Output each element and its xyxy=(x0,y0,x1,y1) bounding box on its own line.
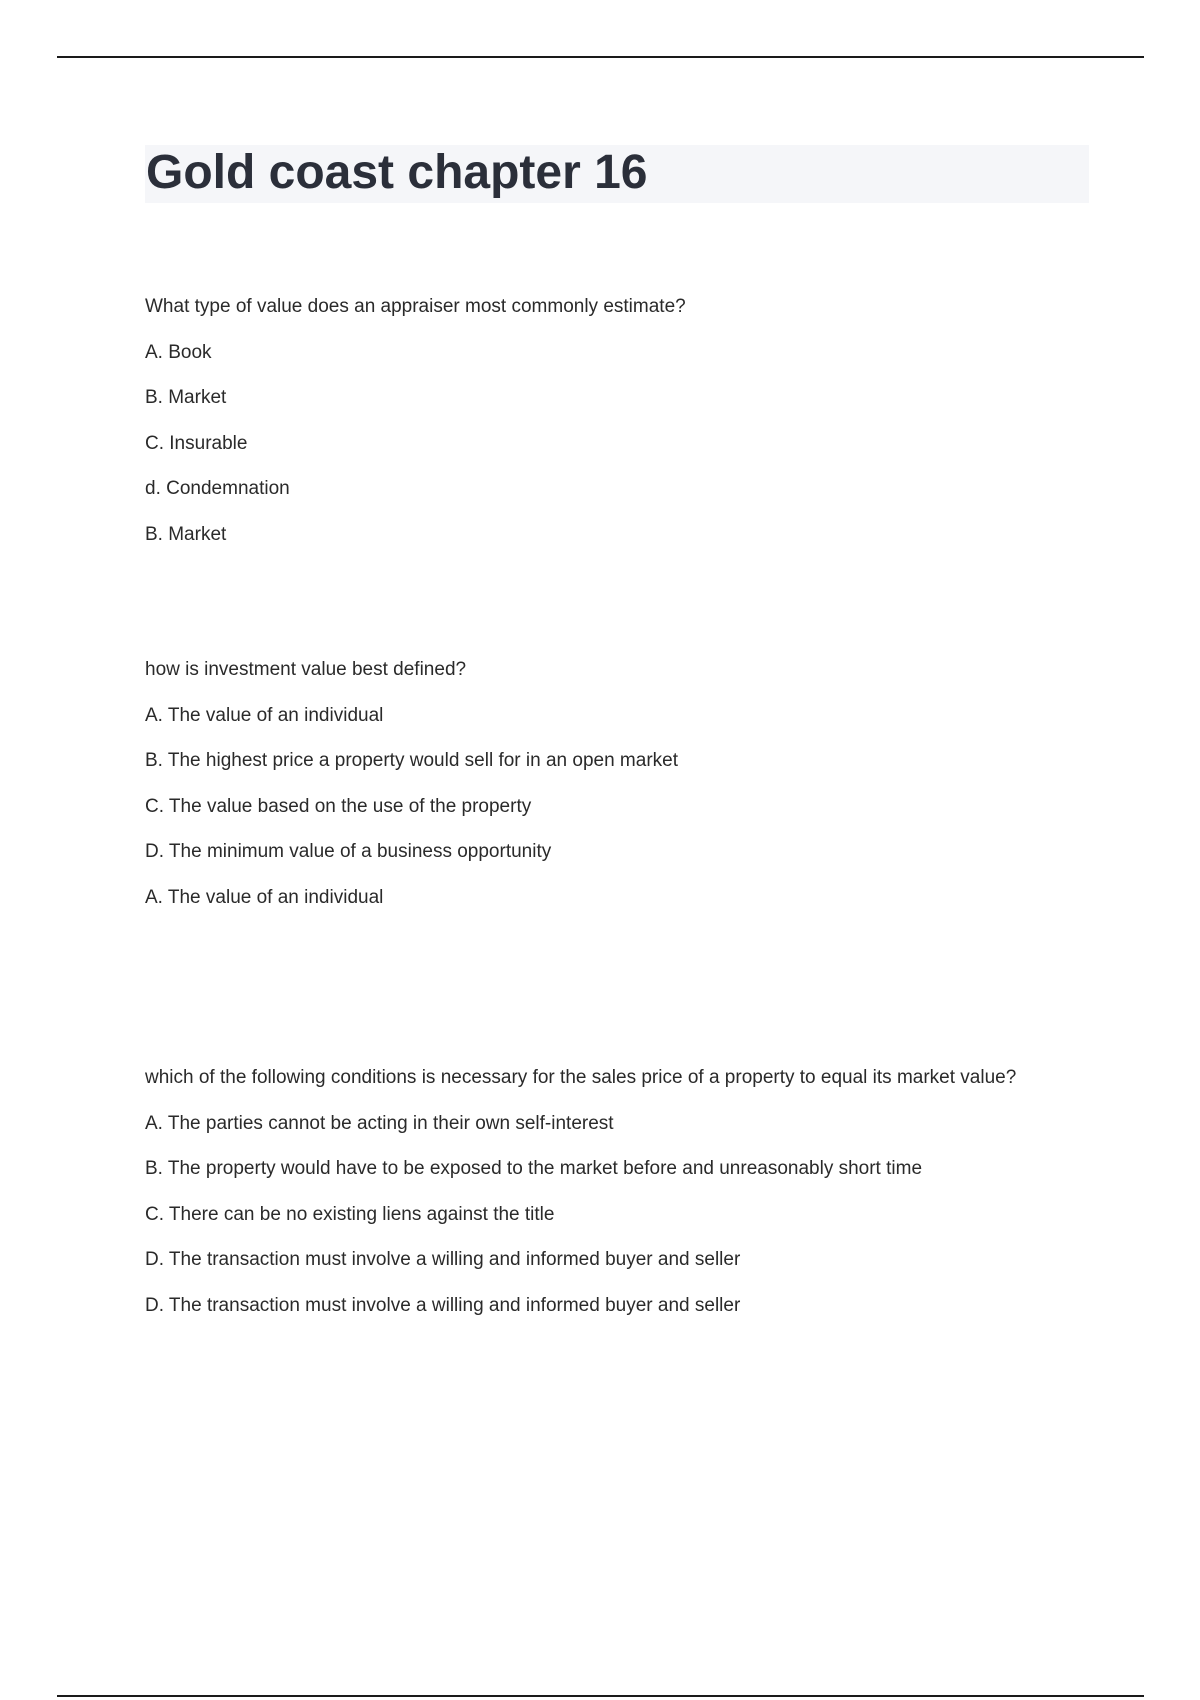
question-text: how is investment value best defined? xyxy=(145,659,467,680)
option-b: B. The highest price a property would sell for in an open market xyxy=(145,750,678,771)
answer-text: A. The value of an individual xyxy=(145,886,384,908)
option-d: d. Condemnation xyxy=(145,478,290,499)
option-c: C. The value based on the use of the property xyxy=(145,795,532,817)
option-a: A. Book xyxy=(145,341,212,363)
option-b: B. Market xyxy=(145,387,227,408)
option-c: C. There can be no existing liens against the title xyxy=(145,1203,555,1225)
question-text: What type of value does an appraiser most commonly estimate? xyxy=(145,296,686,317)
document-title: Gold coast chapter 16 xyxy=(146,146,648,199)
option-d: D. The minimum value of a business opportunity xyxy=(145,841,552,862)
option-a: A. The parties cannot be acting in their own self-interest xyxy=(145,1112,614,1134)
bottom-rule xyxy=(57,1695,1144,1697)
answer-text: B. Market xyxy=(145,523,227,545)
option-d: D. The transaction must involve a willing and informed buyer and seller xyxy=(145,1249,741,1270)
option-a: A. The value of an individual xyxy=(145,704,384,726)
option-c: C. Insurable xyxy=(145,432,248,454)
question-block xyxy=(145,294,1145,567)
question-block xyxy=(145,1065,1145,1338)
answer-text: D. The transaction must involve a willing and informed buyer and seller xyxy=(145,1294,741,1316)
question-text: which of the following conditions is necessary for the sales price of a property to equal its market value? xyxy=(145,1067,1017,1088)
option-b: B. The property would have to be exposed to the market before and unreasonably short time xyxy=(145,1158,923,1179)
question-block xyxy=(145,657,1145,930)
top-rule xyxy=(57,56,1144,58)
